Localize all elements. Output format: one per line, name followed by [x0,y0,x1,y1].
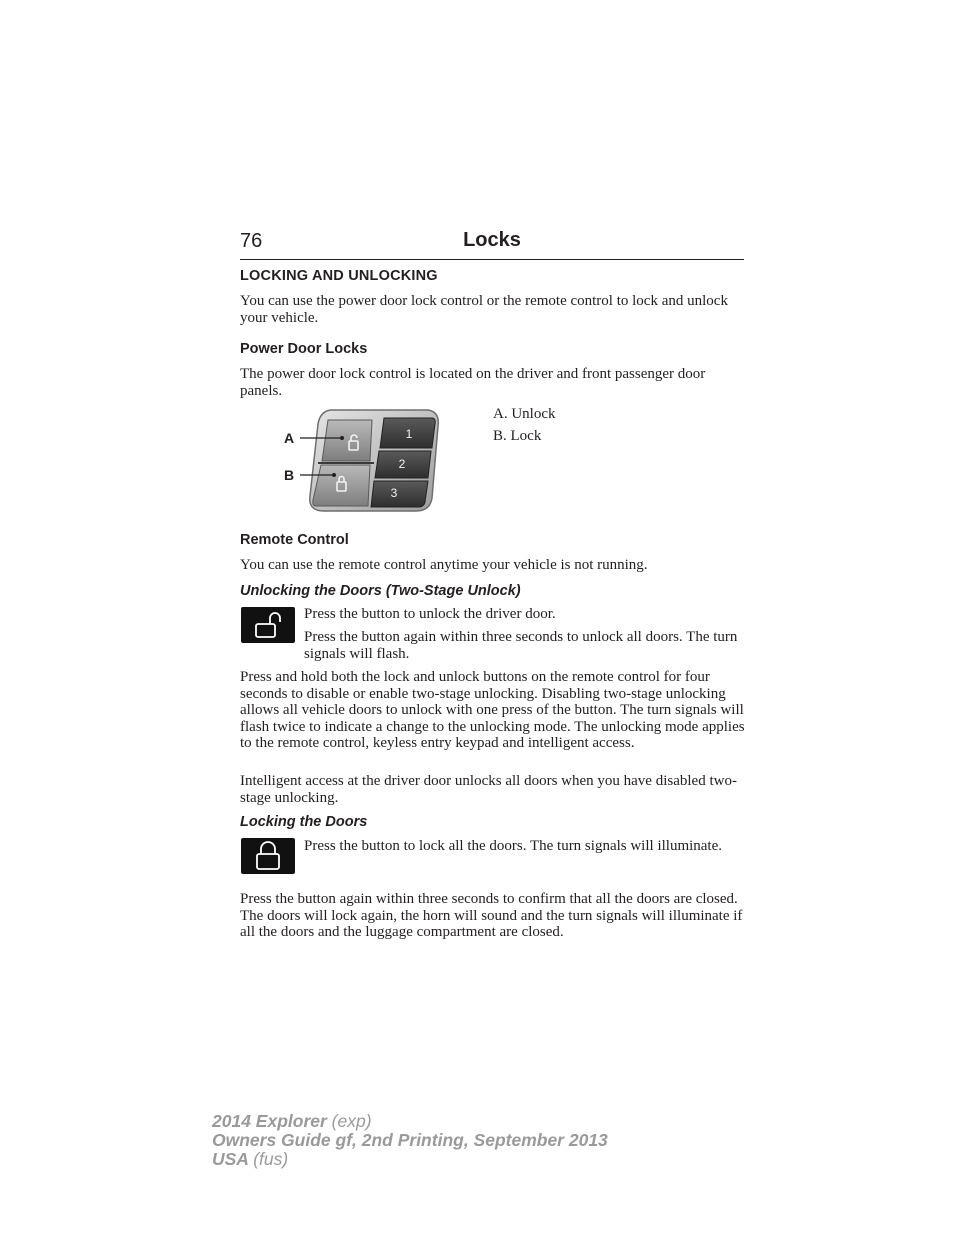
unlock-icon [241,607,295,643]
footer [212,1112,608,1169]
unlocking-paragraph-2: Intelligent access at the driver door unlocks all doors when you have disabled two-stage unlocking. [240,773,737,806]
footer-market-code: (fus) [253,1149,289,1169]
door-lock-switch-figure [278,406,444,516]
footer-market: USA [212,1149,249,1169]
unlocking-paragraph-1: Press and hold both the lock and unlock buttons on the remote control for four seconds to disable or enable two-stage unlocking. Disabling two-stage unlocking allows all vehicle doors to unlock with one press of the button. The turn signals will flash twice to indicate a change to the unlocking mode. The unlocking mode applies to the remote control, keyless entry keypad and intelligent access. [240,669,745,752]
page-number: 76 [240,230,263,252]
unlocking-heading: Unlocking the Doors (Two-Stage Unlock) [240,583,521,599]
footer-line-2: Owners Guide gf, 2nd Printing, September 2013 [212,1130,608,1150]
unlock-step-2: Press the button again within three seconds to unlock all doors. The turn signals will flash. [304,629,738,662]
power-door-locks-heading: Power Door Locks [240,341,368,357]
memory-button-3 [371,481,428,507]
memory-label-1: 1 [405,427,413,441]
footer-line-1 [212,1112,608,1131]
callout-b: B [284,467,295,483]
header-rule [240,259,744,260]
unlock-step-1: Press the button to unlock the driver door. [304,606,556,622]
footer-line-3 [212,1150,608,1169]
lock-icon-box [241,838,295,874]
memory-label-3: 3 [390,486,398,500]
section-title: LOCKING AND UNLOCKING [240,268,438,284]
remote-control-heading: Remote Control [240,532,349,548]
legend-lock: B. Lock [493,428,542,444]
unlock-switch [322,420,372,461]
locking-paragraph-1: Press the button again within three seconds to confirm that all the doors are closed. The doors will lock again, the horn will sound and the turn signals will illuminate if all the doors and the luggage compartment are closed. [240,891,743,941]
lock-icon [241,838,295,874]
power-door-locks-text: The power door lock control is located on the driver and front passenger door panels. [240,366,706,399]
footer-model: 2014 Explorer [212,1111,327,1131]
unlock-icon-box [241,607,295,643]
memory-label-2: 2 [398,457,406,471]
footer-model-code: (exp) [331,1111,372,1131]
lock-switch [313,465,370,506]
section-intro: You can use the power door lock control or the remote control to lock and unlock your vehicle. [240,293,728,326]
legend-unlock: A. Unlock [493,406,556,422]
remote-control-text: You can use the remote control anytime your vehicle is not running. [240,557,648,573]
page-title: Locks [463,229,521,251]
callout-a: A [284,430,295,446]
locking-heading: Locking the Doors [240,814,368,830]
lock-step-1: Press the button to lock all the doors. The turn signals will illuminate. [304,838,723,854]
